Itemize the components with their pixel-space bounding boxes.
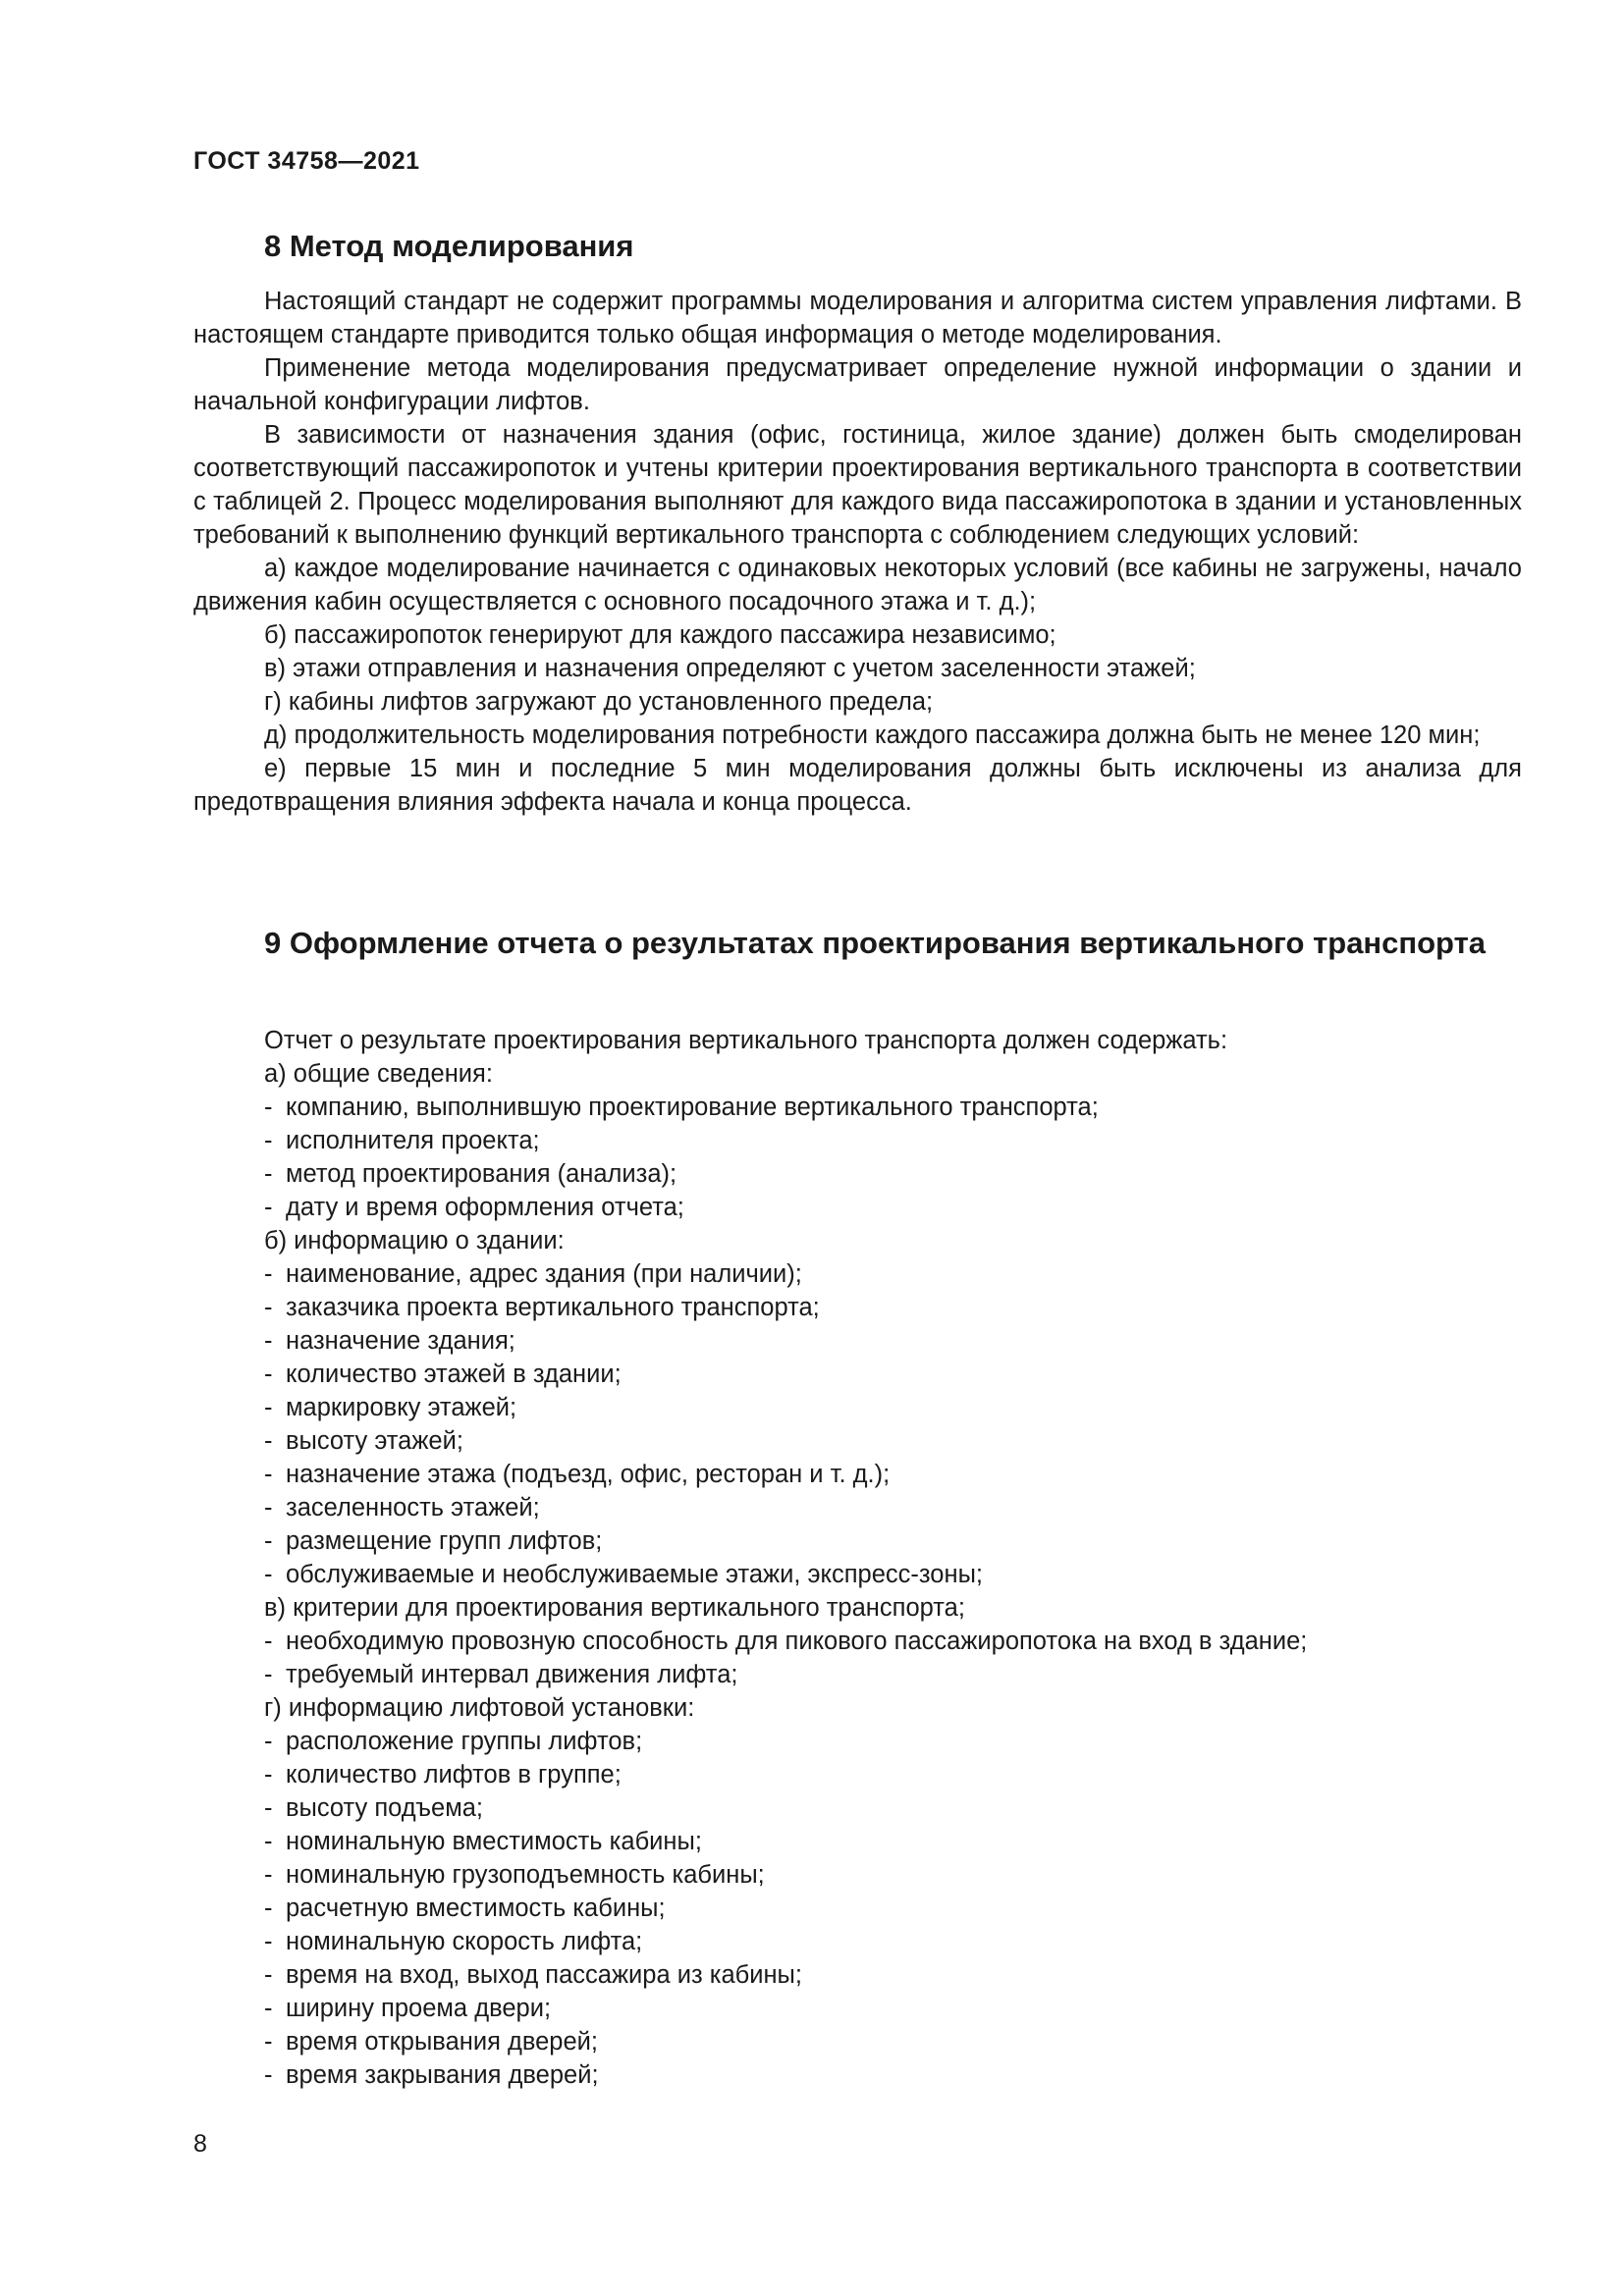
list-item-text: обслуживаемые и необслуживаемые этажи, экспресс-зоны; [286,1561,983,1588]
list-dash-marker: - [264,1160,273,1188]
list-dash-marker: - [264,1494,273,1522]
list-item-dash [193,1491,1522,1524]
list-item-dash [193,1791,1522,1825]
list-item-text: высоту подъема; [286,1794,483,1822]
list-item-dash [193,1424,1522,1458]
list-item-dash [193,1124,1522,1157]
list-item-dash [193,1391,1522,1424]
list-item-dash [193,1992,1522,2025]
list-dash-marker: - [264,1427,273,1455]
list-dash-marker: - [264,1961,273,1989]
list-dash-marker: - [264,1394,273,1421]
list-item-text: время открывания дверей; [286,2028,598,2056]
list-item-text: расположение группы лифтов; [286,1728,643,1755]
list-dash-marker: - [264,1861,273,1889]
list-item-text: наименование, адрес здания (при наличии); [286,1260,802,1288]
section-8-paragraph-1: Настоящий стандарт не содержит программы моделирования и алгоритма систем управления лифтами. В настоящем стандарте приводится только общая информация о методе моделирования. [193,288,1522,348]
list-item-dash [193,1324,1522,1358]
section-8-condition-b: б) пассажиропоток генерируют для каждого пассажира независимо; [264,621,1056,649]
list-item-text: ширину проема двери; [286,1995,552,2022]
list-dash-marker: - [264,1895,273,1922]
list-item-text: необходимую провозную способность для пикового пассажиропотока на вход в здание; [286,1628,1308,1655]
list-dash-marker: - [264,1561,273,1588]
list-dash-marker: - [264,1794,273,1822]
list-item-text: расчетную вместимость кабины; [286,1895,666,1922]
list-dash-marker: - [264,1361,273,1388]
list-dash-marker: - [264,1728,273,1755]
section-8-body [193,285,1522,819]
list-item-text: требуемый интервал движения лифта; [286,1661,738,1688]
list-dash-marker: - [264,1260,273,1288]
section-9-body [193,1024,1522,2092]
list-dash-marker: - [264,2061,273,2089]
list-item-dash [193,2058,1522,2092]
list-dash-marker: - [264,1928,273,1955]
section-8-condition-f: е) первые 15 мин и последние 5 мин моделирования должны быть исключены из анализа для предотвращения влияния эффекта начала и конца процесса. [193,755,1522,816]
list-dash-marker: - [264,1661,273,1688]
list-item-dash [193,1157,1522,1191]
section-8-title: 8 Метод моделирования [264,229,634,263]
list-item-dash [193,1358,1522,1391]
list-item-dash [193,2025,1522,2058]
list-dash-marker: - [264,1828,273,1855]
list-item-dash [193,1257,1522,1291]
list-item-dash [193,1925,1522,1958]
list-item-dash [193,1858,1522,1892]
list-item-text: назначение этажа (подъезд, офис, ресторан и т. д.); [286,1461,891,1488]
list-item-text: размещение групп лифтов; [286,1527,603,1555]
list-item-dash [193,1558,1522,1591]
list-item-text: заселенность этажей; [286,1494,540,1522]
list-item-letter: б) информацию о здании: [264,1227,565,1255]
list-item-text: назначение здания; [286,1327,515,1355]
list-dash-marker: - [264,2028,273,2056]
list-dash-marker: - [264,1761,273,1789]
list-item-text: компанию, выполнившую проектирование вертикального транспорта; [286,1094,1099,1121]
list-item-text: время закрывания дверей; [286,2061,599,2089]
list-item-dash [193,1825,1522,1858]
list-item-letter: а) общие сведения: [264,1060,493,1088]
list-dash-marker: - [264,1995,273,2022]
section-8-paragraph-2: Применение метода моделирования предусматривает определение нужной информации о здании и начальной конфигурации лифтов. [193,354,1522,415]
list-item-text: заказчика проекта вертикального транспорта; [286,1294,820,1321]
list-dash-marker: - [264,1294,273,1321]
section-9-title: 9 Оформление отчета о результатах проектирования вертикального транспорта [264,926,1487,960]
list-item-letter: г) информацию лифтовой установки: [264,1694,695,1722]
list-dash-marker: - [264,1094,273,1121]
list-dash-marker: - [264,1194,273,1221]
page-number: 8 [193,2130,207,2158]
document-code-header: ГОСТ 34758—2021 [193,147,420,175]
section-9-intro: Отчет о результате проектирования вертикального транспорта должен содержать: [264,1027,1228,1054]
list-item-dash [193,1958,1522,1992]
list-item-dash [193,1758,1522,1791]
list-item-dash [193,1524,1522,1558]
list-item-text: номинальную вместимость кабины; [286,1828,702,1855]
section-8-paragraph-3: В зависимости от назначения здания (офис, гостиница, жилое здание) должен быть смоделирован соответствующий пассажиропоток и учтены критерии проектирования вертикального транспорта в соответствии с таблицей 2. Процесс моделирования выполняют для каждого вида пассажиропотока в здании и установленных требований к выполнению функций вертикального транспорта с соблюдением следующих условий: [193,421,1522,549]
list-item-dash [193,1458,1522,1491]
list-item-text: номинальную скорость лифта; [286,1928,643,1955]
list-item-text: номинальную грузоподъемность кабины; [286,1861,765,1889]
report-contents-list [193,1057,1522,2092]
list-item-text: время на вход, выход пассажира из кабины; [286,1961,802,1989]
list-dash-marker: - [264,1127,273,1154]
list-item-text: количество этажей в здании; [286,1361,622,1388]
list-dash-marker: - [264,1327,273,1355]
list-dash-marker: - [264,1461,273,1488]
list-item-dash [193,1725,1522,1758]
section-8-condition-a: а) каждое моделирование начинается с одинаковых некоторых условий (все кабины не загружены, начало движения кабин осуществляется с основного посадочного этажа и т. д.); [193,555,1522,615]
section-8-condition-c: в) этажи отправления и назначения определяют с учетом заселенности этажей; [264,655,1196,682]
list-dash-marker: - [264,1628,273,1655]
list-item-dash [193,1658,1522,1691]
list-item-dash [193,1091,1522,1124]
list-item-letter: в) критерии для проектирования вертикального транспорта; [264,1594,965,1622]
list-item-text: дату и время оформления отчета; [286,1194,684,1221]
section-8-condition-e: д) продолжительность моделирования потребности каждого пассажира должна быть не менее 120 мин; [264,721,1481,749]
list-item-dash [193,1625,1522,1658]
list-item-dash [193,1892,1522,1925]
section-8-condition-d: г) кабины лифтов загружают до установленного предела; [264,688,934,716]
list-item-dash [193,1291,1522,1324]
list-item-text: метод проектирования (анализа); [286,1160,677,1188]
list-item-dash [193,1191,1522,1224]
list-item-text: высоту этажей; [286,1427,463,1455]
list-item-text: исполнителя проекта; [286,1127,540,1154]
list-dash-marker: - [264,1527,273,1555]
list-item-text: количество лифтов в группе; [286,1761,622,1789]
list-item-text: маркировку этажей; [286,1394,517,1421]
